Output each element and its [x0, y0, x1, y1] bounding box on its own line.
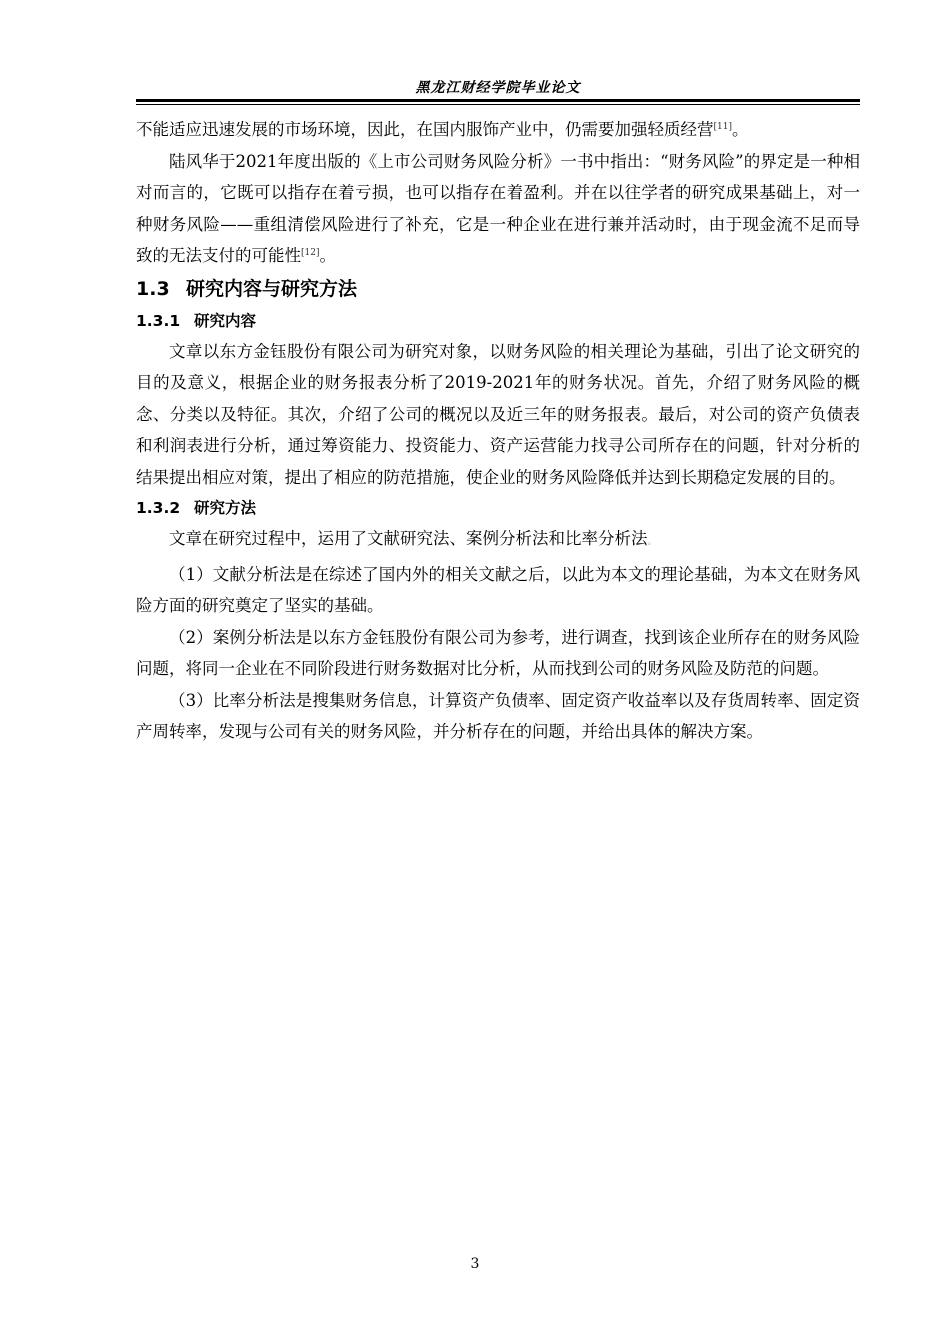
section-number: 1.3.2	[136, 499, 181, 517]
citation-ref: [12]	[301, 248, 320, 258]
paragraph-methods-intro	[136, 523, 860, 559]
paragraph-text: 文章在研究过程中，运用了文献研究法、案例分析法和比率分析法	[169, 529, 648, 548]
paragraph-text: 不能适应迅速发展的市场环境，因此，在国内服饰产业中，仍需要加强轻质经营	[136, 120, 714, 139]
method-item-literature: （1）文献分析法是在综述了国内外的相关文献之后，以此为本文的理论基础，为本文在财务风险方面的研究奠定了坚实的基础。	[136, 564, 860, 615]
body-content	[136, 114, 860, 748]
header-rule-thin	[136, 104, 860, 105]
running-header: 黑龙江财经学院毕业论文	[415, 80, 581, 96]
section-title: 研究内容	[194, 311, 257, 330]
paragraph-research-content: 文章以东方金钰股份有限公司为研究对象，以财务风险的相关理论为基础，引出了论文研究的目的及意义，根据企业的财务报表分析了2019-2021年的财务状况。首先，介绍了财务风险的概念、分类以及特征。其次，介绍了公司的概况以及近三年的财务报表。最后，对公司的资产负债表和利润表进行分析，通过筹资能力、投资能力、资产运营能力找寻公司所存在的问题，针对分析的结果提出相应对策，提出了相应的防范措施，使企业的财务风险降低并达到长期稳定发展的目的。	[136, 341, 860, 487]
paragraph-continuation	[136, 114, 860, 146]
section-number: 1.3.1	[136, 311, 181, 330]
section-title: 研究方法	[194, 499, 257, 517]
paragraph-lu-fenghua	[136, 146, 860, 272]
section-number: 1.3	[136, 277, 170, 300]
citation-ref: [11]	[713, 122, 732, 132]
section-title: 研究内容与研究方法	[186, 277, 358, 300]
section-heading-1-3	[136, 272, 860, 306]
paragraph-text: 陆风华于2021年度出版的《上市公司财务风险分析》一书中指出：“财务风险”的界定是一种相对而言的，它既可以指存在着亏损，也可以指存在着盈利。并在以往学者的研究成果基础上，对一种财务风险——重组清偿风险进行了补充，它是一种企业在进行兼并活动时，由于现金流不足而导致的无法支付的可能性	[136, 151, 860, 265]
section-heading-1-3-2	[136, 493, 860, 523]
paragraph-tail: 。	[319, 246, 336, 265]
paragraph-mark: 。	[647, 537, 657, 547]
page-number: 3	[470, 1256, 480, 1272]
method-item-case-study: （2）案例分析法是以东方金钰股份有限公司为参考，进行调查，找到该企业所存在的财务风险问题，将同一企业在不同阶段进行财务数据对比分析，从而找到公司的财务风险及防范的问题。	[136, 627, 860, 678]
paragraph-tail: 。	[731, 120, 749, 139]
section-heading-1-3-1	[136, 306, 860, 336]
header-rule-thick	[136, 99, 860, 102]
method-item-ratio-analysis: （3）比率分析法是搜集财务信息，计算资产负债率、固定资产收益率以及存货周转率、固定资产周转率，发现与公司有关的财务风险，并分析存在的问题，并给出具体的解决方案。	[136, 690, 860, 741]
